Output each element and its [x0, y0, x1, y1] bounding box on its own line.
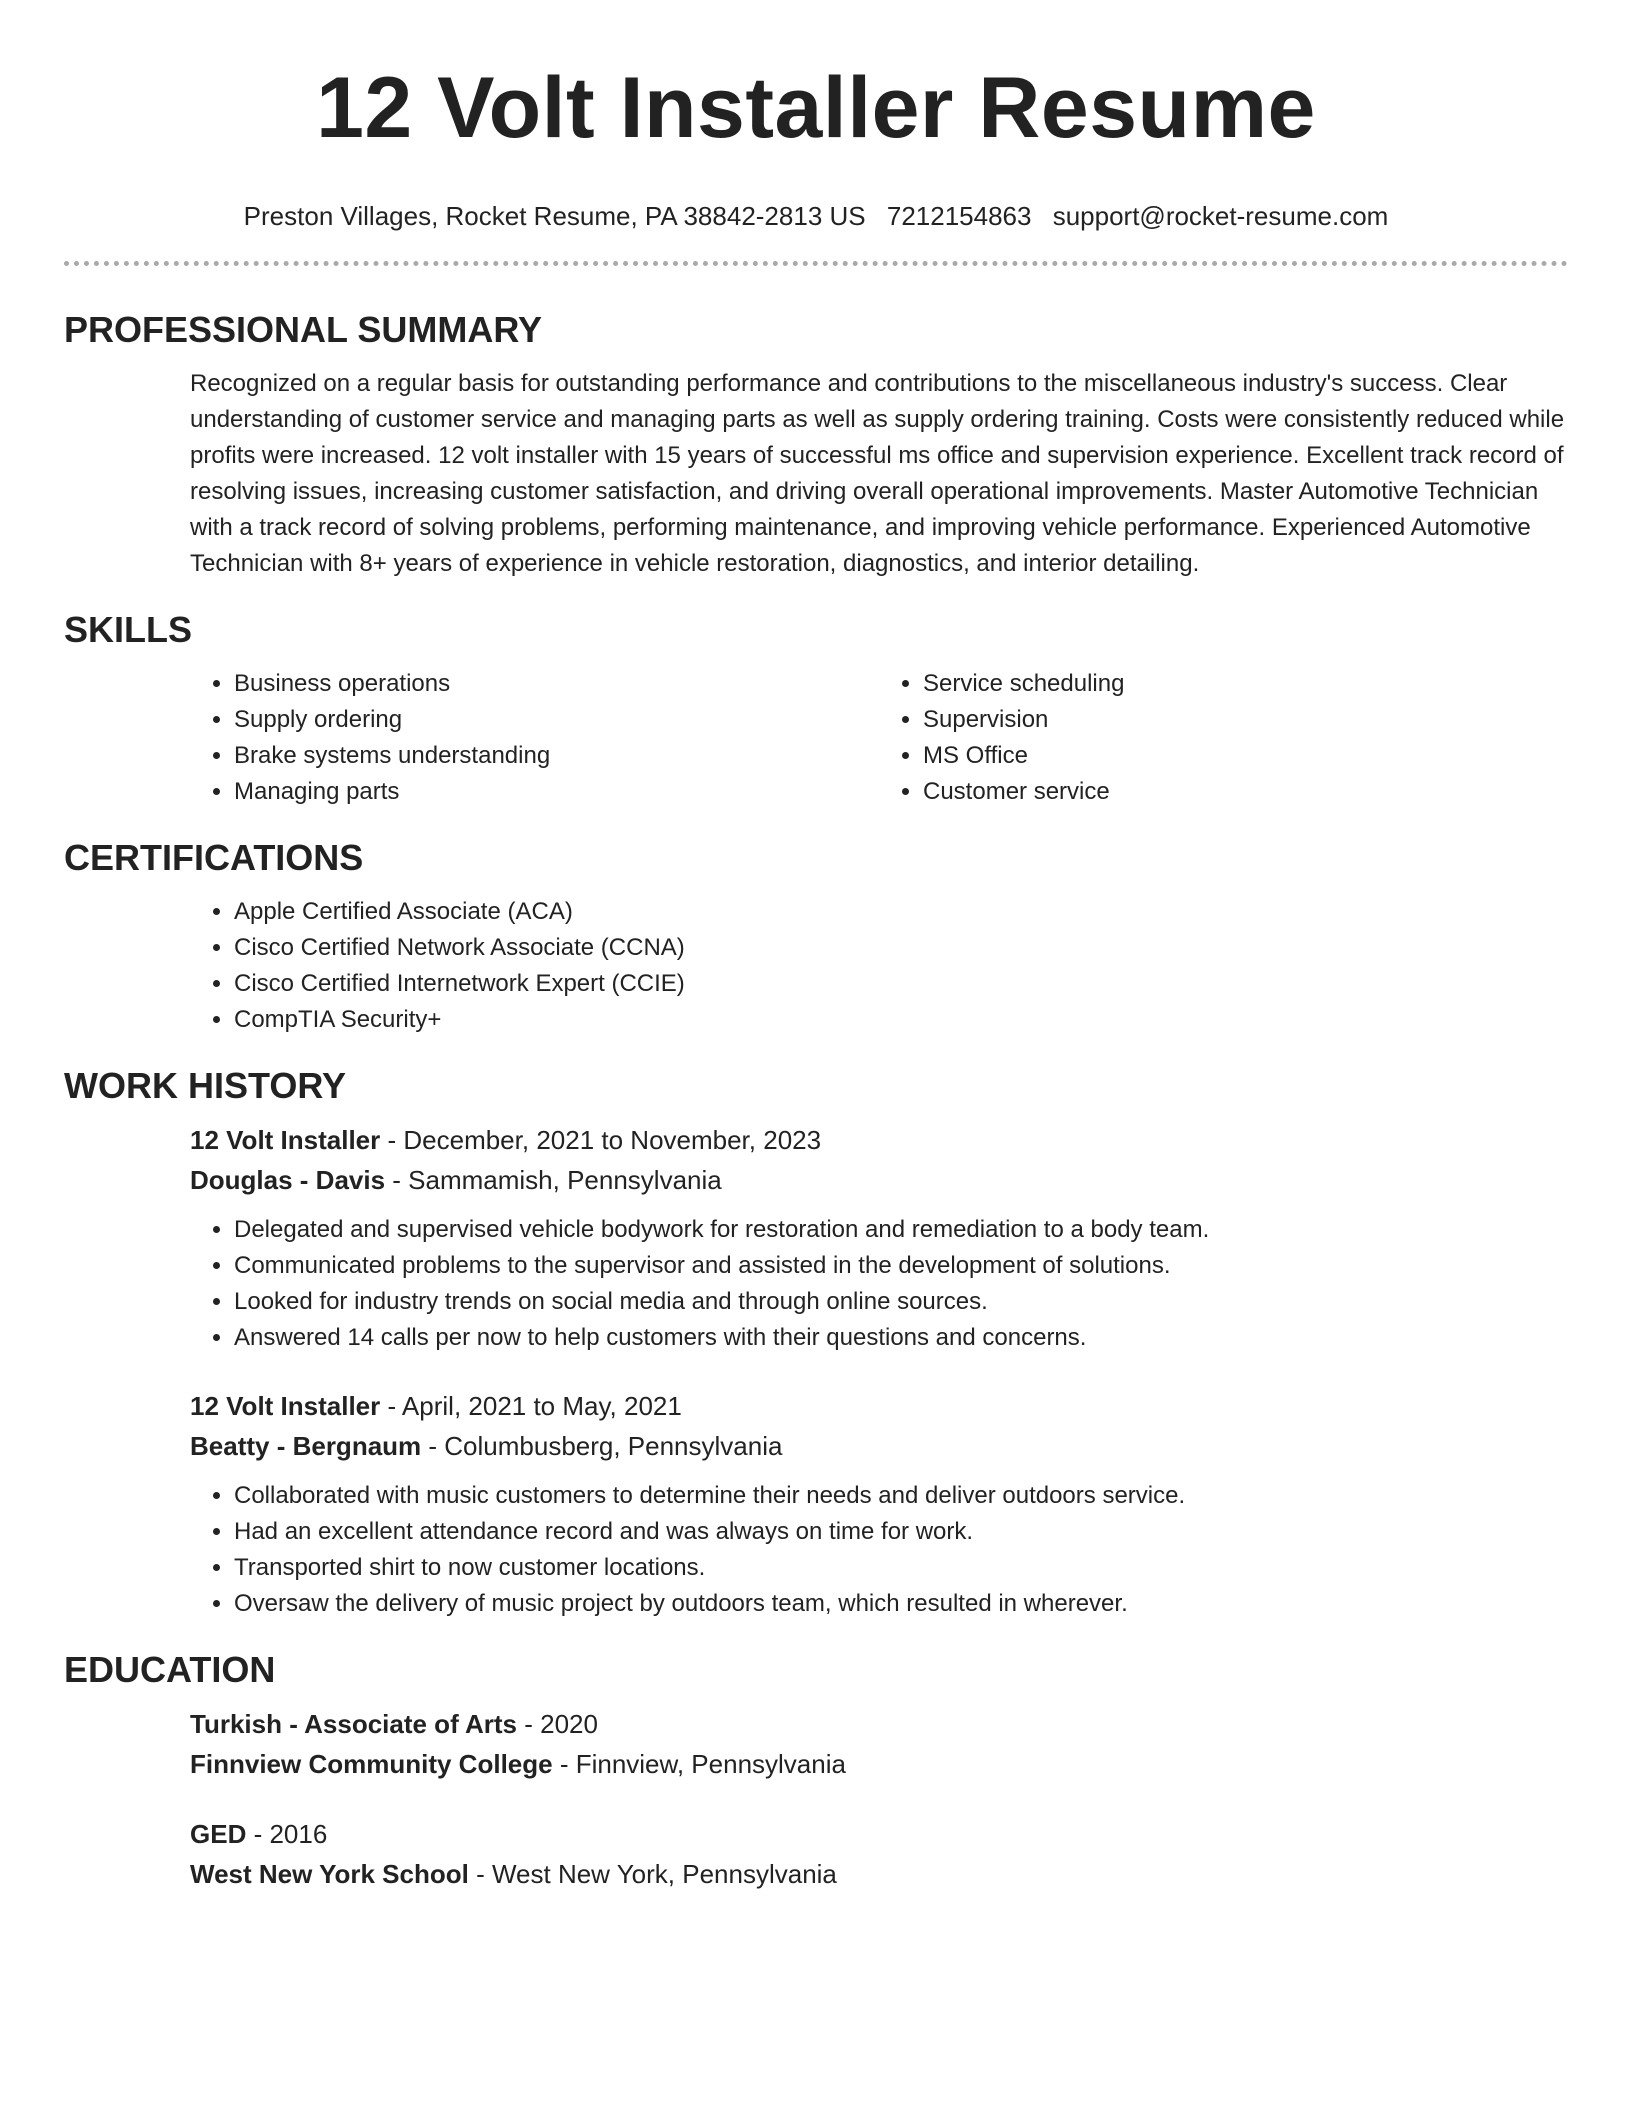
- work-section: [190, 1120, 1568, 1622]
- skill-item: • Supervision: [923, 702, 1568, 738]
- education-location: - West New York, Pennsylvania: [468, 1859, 837, 1889]
- education-school: West New York School: [190, 1859, 469, 1889]
- job-dates: - April, 2021 to May, 2021: [380, 1391, 682, 1421]
- education-degree: Turkish - Associate of Arts: [190, 1709, 517, 1739]
- certification-item: • Apple Certified Associate (ACA): [234, 894, 1568, 930]
- skills-heading: SKILLS: [64, 609, 193, 650]
- work-heading: WORK HISTORY: [64, 1065, 347, 1106]
- certifications-list: [190, 894, 1568, 1038]
- job-bullet: • Collaborated with music customers to determine their needs and deliver outdoors service.: [234, 1478, 1568, 1514]
- skill-item: • Business operations: [234, 666, 879, 702]
- job-company-line: [190, 1160, 1568, 1200]
- job-dates: - December, 2021 to November, 2023: [380, 1125, 822, 1155]
- job-bullet: • Looked for industry trends on social media and through online sources.: [234, 1284, 1568, 1320]
- skills-list-left: [190, 666, 879, 810]
- skill-item: • Brake systems understanding: [234, 738, 879, 774]
- job-bullet: • Delegated and supervised vehicle bodywork for restoration and remediation to a body team.: [234, 1212, 1568, 1248]
- resume-title: 12 Volt Installer Resume: [316, 60, 1316, 156]
- job-bullets: [190, 1212, 1568, 1356]
- summary-heading: PROFESSIONAL SUMMARY: [64, 309, 543, 350]
- education-entry: [190, 1814, 1568, 1894]
- summary-text: Recognized on a regular basis for outstanding performance and contributions to the miscellaneous industry's success. Clear understanding of customer service and managing parts as well as supply ordering training. Costs were consistently reduced while profits were increased. 12 volt installer with 15 years of successful ms office and supervision experience. Excellent track record of resolving issues, increasing customer satisfaction, and driving overall operational improvements. Master Automotive Technician with a track record of solving problems, performing maintenance, and improving vehicle performance. Experienced Automotive Technician with 8+ years of experience in vehicle restoration, diagnostics, and interior detailing.: [190, 370, 1565, 577]
- education-section: [190, 1704, 1568, 1894]
- certification-item: • Cisco Certified Internetwork Expert (CCIE): [234, 966, 1568, 1002]
- skill-item: • MS Office: [923, 738, 1568, 774]
- job-bullets: [190, 1478, 1568, 1622]
- skills-section: [190, 666, 1568, 810]
- education-heading: EDUCATION: [64, 1649, 276, 1690]
- education-degree: GED: [190, 1819, 247, 1849]
- job-company: Douglas - Davis: [190, 1165, 386, 1195]
- certification-item: • Cisco Certified Network Associate (CCNA): [234, 930, 1568, 966]
- skill-item: • Managing parts: [234, 774, 879, 810]
- job-bullet: • Had an excellent attendance record and was always on time for work.: [234, 1514, 1568, 1550]
- education-degree-line: [190, 1814, 1568, 1854]
- job-title-line: [190, 1120, 1568, 1160]
- contact-line: [64, 200, 1568, 232]
- contact-email: support@rocket-resume.com: [1052, 201, 1389, 231]
- education-school-line: [190, 1744, 1568, 1784]
- job-entry: [190, 1120, 1568, 1356]
- job-bullet: • Answered 14 calls per now to help customers with their questions and concerns.: [234, 1320, 1568, 1356]
- job-company: Beatty - Bergnaum: [190, 1431, 422, 1461]
- contact-phone: 7212154863: [886, 201, 1032, 231]
- certifications-section: [190, 894, 1568, 1038]
- summary-section: [190, 366, 1568, 582]
- job-bullet: • Oversaw the delivery of music project by outdoors team, which resulted in wherever.: [234, 1586, 1568, 1622]
- job-bullet: • Communicated problems to the supervisor and assisted in the development of solutions.: [234, 1248, 1568, 1284]
- education-entry: [190, 1704, 1568, 1784]
- skill-item: • Customer service: [923, 774, 1568, 810]
- job-title: 12 Volt Installer: [190, 1125, 381, 1155]
- education-year: - 2016: [246, 1819, 328, 1849]
- education-degree-line: [190, 1704, 1568, 1744]
- certification-item: • CompTIA Security+: [234, 1002, 1568, 1038]
- job-company-line: [190, 1426, 1568, 1466]
- education-location: - Finnview, Pennsylvania: [552, 1749, 846, 1779]
- skill-item: • Service scheduling: [923, 666, 1568, 702]
- education-school-line: [190, 1854, 1568, 1894]
- job-title-line: [190, 1386, 1568, 1426]
- education-school: Finnview Community College: [190, 1749, 553, 1779]
- job-location: - Sammamish, Pennsylvania: [385, 1165, 722, 1195]
- contact-address: Preston Villages, Rocket Resume, PA 38842-2813 US: [243, 201, 866, 231]
- job-title: 12 Volt Installer: [190, 1391, 381, 1421]
- education-year: - 2020: [517, 1709, 598, 1739]
- certifications-heading: CERTIFICATIONS: [64, 837, 364, 878]
- header-divider: [64, 261, 1568, 266]
- skills-list-right: [879, 666, 1568, 810]
- skill-item: • Supply ordering: [234, 702, 879, 738]
- job-bullet: • Transported shirt to now customer locations.: [234, 1550, 1568, 1586]
- job-entry: [190, 1386, 1568, 1622]
- job-location: - Columbusberg, Pennsylvania: [421, 1431, 783, 1461]
